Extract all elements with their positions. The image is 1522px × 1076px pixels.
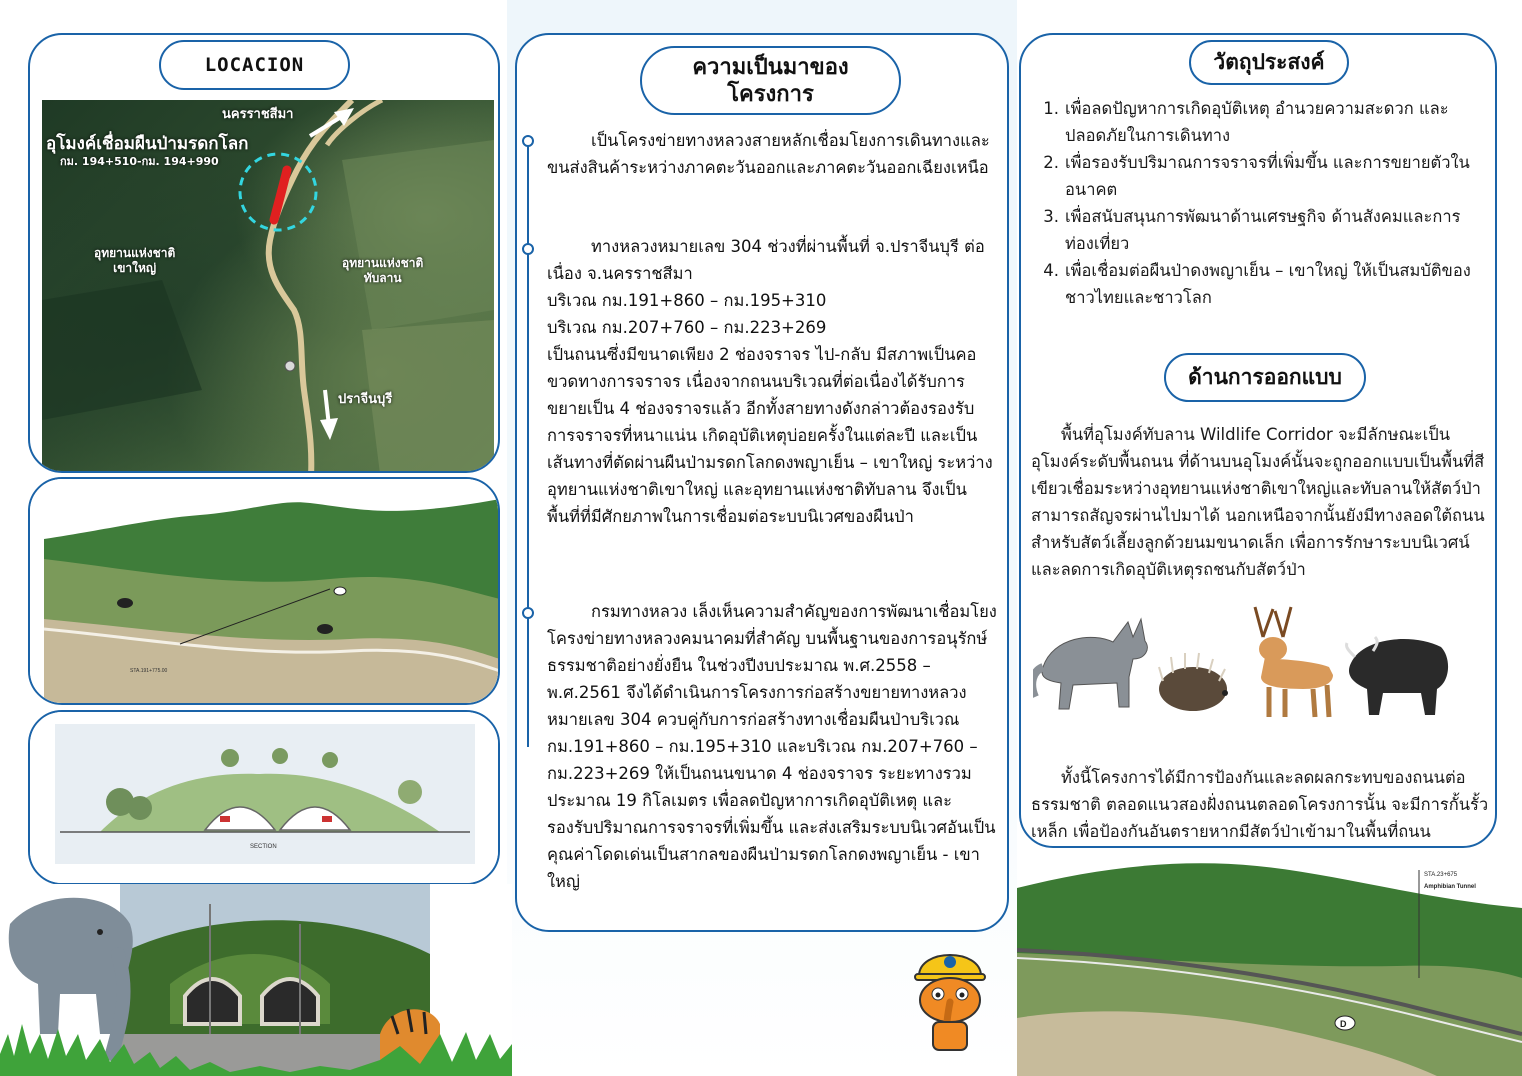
background-paragraph-3 (547, 598, 997, 895)
objective-number: 4. (1043, 261, 1059, 280)
objective-number: 2. (1043, 153, 1059, 172)
objectives-list (1037, 95, 1487, 311)
park-right-label: อุทยานแห่งชาติ ทับลาน (342, 256, 424, 285)
tunnel-name-label: อุโมงค์เชื่อมผืนป่ามรดกโลก (46, 134, 249, 154)
objective-item-2 (1037, 149, 1487, 203)
amphibian-render (1017, 858, 1522, 1076)
objective-item-1 (1037, 95, 1487, 149)
tunnel-marker-label: D (1340, 1019, 1347, 1029)
amphibian-tunnel-render (1017, 858, 1522, 1076)
timeline-dot-3 (522, 607, 534, 619)
location-frame (28, 33, 500, 473)
chainage-label: กม. 194+510-กม. 194+990 (60, 155, 219, 168)
objective-number: 1. (1043, 99, 1059, 118)
animals-illustration (1033, 597, 1453, 722)
section-render (30, 712, 500, 885)
deer-icon (1255, 607, 1333, 717)
objective-number: 3. (1043, 207, 1059, 226)
objectives-title: วัตถุประสงค์ (1189, 40, 1349, 85)
sta-label: STA.23+675 (1424, 872, 1458, 878)
wolf-icon (1033, 619, 1147, 709)
render1-note: STA.191+775.00 (130, 668, 168, 674)
location-title: LOCACION (159, 40, 350, 90)
design-title: ด้านการออกแบบ (1164, 353, 1366, 402)
objectives-frame (1019, 33, 1497, 848)
timeline-dot-1 (522, 135, 534, 147)
render-section-frame (28, 710, 500, 885)
paragraph-2-line-1: ทางหลวงหมายเลข 304 ช่วงที่ผ่านพื้นที่ จ.ปราจีนบุรี ต่อเนื่อง จ.นครราชสีมา (547, 237, 985, 283)
section-label: SECTION (250, 844, 277, 850)
timeline-dot-2 (522, 243, 534, 255)
mascot-illustration (905, 938, 995, 1058)
bison-icon (1346, 637, 1448, 715)
closing-paragraph: ทั้งนี้โครงการได้มีการป้องกันและลดผลกระทบของถนนต่อธรรมชาติ ตลอดแนวสองฝั่งถนนตลอดโครงการนั้น จะมีการกั้นรั้วเหล็ก เพื่อป้องกันอันตรายหากมีสัตว์ป่าเข้ามาในพื้นที่ถนน (1031, 768, 1489, 841)
objective-text: เพื่อลดปัญหาการเกิดอุบัติเหตุ อำนวยความสะดวก และปลอดภัยในการเดินทาง (1065, 99, 1449, 145)
objective-item-4 (1037, 257, 1487, 311)
porcupine-icon (1159, 653, 1228, 711)
tunnel-segment (274, 170, 287, 220)
objective-text: เพื่อรองรับปริมาณการจราจรที่เพิ่มขึ้น และการขยายตัวในอนาคต (1065, 153, 1470, 199)
paragraph-1-text: เป็นโครงข่ายทางหลวงสายหลักเชื่อมโยงการเดินทางและขนส่งสินค้าระหว่างภาคตะวันออกและภาคตะวันออกเฉียงเหนือ (547, 131, 990, 177)
paragraph-3-text: กรมทางหลวง เล็งเห็นความสำคัญของการพัฒนาเชื่อมโยงโครงข่ายทางหลวงคมนาคมที่สำคัญ บนพื้นฐานของการอนุรักษ์ธรรมชาติอย่างยั่งยืน ในช่วงปีงบประมาณ พ.ศ.2558 – พ.ศ.2561 จึงได้ดำเนินการโครงการก่อสร้างขยายทางหลวงหมายเลข 304 ควบคู่กับการก่อสร้างทางเชื่อมผืนป่าบริเวณ กม.191+860 – กม.195+310 และบริเวณ กม.207+760 – กม.223+269 ให้เป็นถนนขนาด 4 ช่องจราจร ระยะทางรวมประมาณ 19 กิโลเมตร เพื่อลดปัญหาการเกิดอุบัติเหตุ และรองรับปริมาณการจราจรที่เพิ่มขึ้น และส่งเสริมระบบนิเวศอันเป็นคุณค่าโดดเด่นเป็นสากลของผืนป่ามรดกโลกดงพญาเย็น - เขาใหญ่ (547, 602, 997, 891)
tunnel-photo (0, 884, 512, 1076)
design-paragraph: พื้นที่อุโมงค์ทับลาน Wildlife Corridor จะมีลักษณะเป็นอุโมงค์ระดับพื้นถนน ที่ด้านบนอุโมงค์นั้นจะถูกออกแบบเป็นพื้นที่สีเขียวเชื่อมระหว่างอุทยานแห่งชาติเขาใหญ่และทับลานให้สัตว์ป่าสามารถสัญจรผ่านไปมาได้ นอกเหนือจากนั้นยังมีทางลอดใต้ถนนสำหรับสัตว์เลี้ยงลูกด้วยนมขนาดเล็ก เพื่อการรักษาระบบนิเวศน์ และลดการเกิดอุบัติเหตุรถชนกับสัตว์ป่า (1031, 425, 1485, 579)
north-city-label: นครราชสีมา (222, 107, 294, 122)
background-paragraph-2 (547, 233, 997, 530)
park-left-label: อุทยานแห่งชาติ เขาใหญ่ (94, 246, 176, 275)
background-frame (515, 33, 1009, 932)
south-city-label: ปราจีนบุรี (338, 392, 393, 407)
paragraph-2-line-4: เป็นถนนซึ่งมีขนาดเพียง 2 ช่องจราจร ไป-กลับ มีสภาพเป็นคอขวดทางการจราจร เนื่องจากถนนบริเวณที่ต่อเนื่องได้รับการขยายเป็น 4 ช่องจราจรแล้ว อีกทั้งสายทางดังกล่าวต้องรองรับการจราจรที่หนาแน่น เกิดอุบัติเหตุบ่อยครั้งในแต่ละปี และเป็นเส้นทางที่ตัดผ่านผืนป่ามรดกโลกดงพญาเย็น – เขาใหญ่ ระหว่างอุทยานแห่งชาติเขาใหญ่ และอุทยานแห่งชาติทับลาน จึงเป็นพื้นที่ที่มีศักยภาพในการเชื่อมต่อระบบนิเวศของผืนป่า (547, 345, 993, 526)
overpass-render (30, 479, 500, 705)
render-overpass-frame (28, 477, 500, 705)
amphibian-tunnel-label: Amphibian Tunnel (1424, 884, 1476, 890)
tunnel-photo-drawing (0, 884, 512, 1076)
background-paragraph-1 (547, 127, 997, 181)
objective-text: เพื่อเชื่อมต่อผืนป่าดงพญาเย็น – เขาใหญ่ ให้เป็นสมบัติของชาวไทยและชาวโลก (1065, 261, 1471, 307)
background-title: ความเป็นมาของ โครงการ (640, 46, 901, 115)
paragraph-2-line-2: บริเวณ กม.191+860 – กม.195+310 (547, 291, 827, 310)
timeline-line (527, 137, 529, 747)
objective-item-3 (1037, 203, 1487, 257)
objective-text: เพื่อสนับสนุนการพัฒนาด้านเศรษฐกิจ ด้านสังคมและการท่องเที่ยว (1065, 207, 1461, 253)
location-map (42, 100, 494, 473)
paragraph-2-line-3: บริเวณ กม.207+760 – กม.223+269 (547, 318, 827, 337)
